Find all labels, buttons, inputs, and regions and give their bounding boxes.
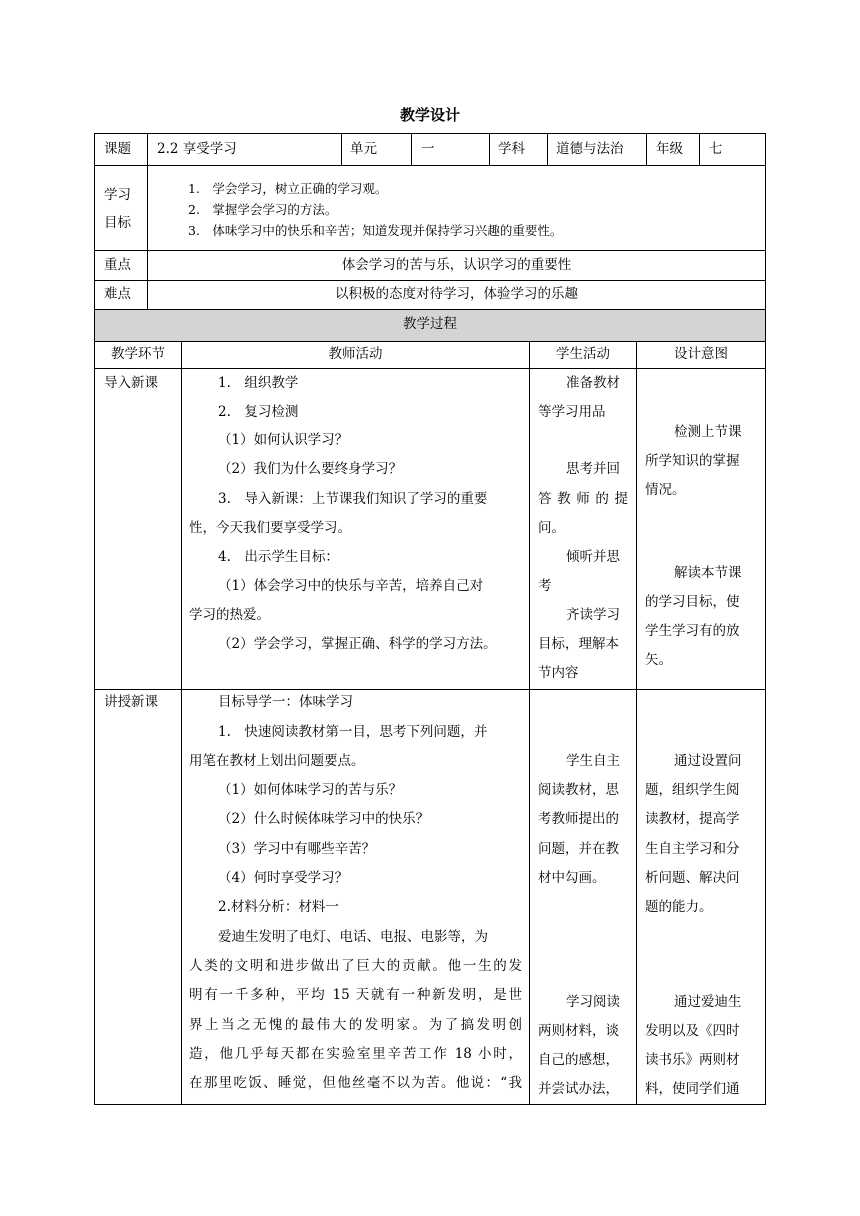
teacher-line: 明有一千多种，平均 15 天就有一种新发明，是世 (189, 987, 522, 1003)
teacher-line: （2）我们为什么要终身学习？ (218, 461, 403, 477)
intent-line: 题的能力。 (645, 899, 713, 915)
table-line (94, 133, 766, 134)
teacher-line: 1. 组织教学 (218, 375, 299, 391)
key-point-value: 体会学习的苦与乐，认识学习的重要性 (341, 257, 572, 273)
student-line: 考教师提出的 (538, 811, 619, 827)
teacher-line: 性，今天我们要享受学习。 (189, 520, 351, 536)
objectives-label-line2: 目标 (104, 215, 131, 231)
intent-line: 析问题、解决问 (645, 870, 740, 886)
teacher-line: 爱迪生发明了电灯、电话、电报、电影等，为 (218, 929, 488, 945)
teacher-line: 造，他几乎每天都在实验室里辛苦工作 18 小时， (189, 1046, 522, 1062)
table-line (94, 309, 766, 310)
intent-line: 所学知识的掌握 (645, 453, 740, 469)
intent-line: 检测上节课 (674, 424, 742, 440)
intent-line: 发明以及《四时 (645, 1023, 740, 1039)
table-line (181, 341, 182, 1105)
teacher-line: 用笔在教材上划出问题要点。 (189, 753, 365, 769)
table-line (94, 341, 766, 342)
unit-value: 一 (421, 141, 435, 157)
teacher-line: 学习的热爱。 (189, 607, 270, 623)
table-line (94, 280, 766, 281)
intent-line: 通过设置问 (674, 753, 742, 769)
intent-line: 学生学习有的放 (645, 623, 740, 639)
teacher-line: （2）学会学习，掌握正确、科学的学习方法。 (218, 636, 497, 652)
table-line (699, 133, 700, 166)
subject-label: 学科 (498, 141, 525, 157)
column-header-stage: 教学环节 (111, 346, 165, 362)
teacher-line: （4）何时享受学习？ (218, 870, 349, 886)
table-line (94, 133, 95, 1105)
student-line: 目标，理解本 (538, 636, 619, 652)
process-title: 教学过程 (403, 316, 457, 332)
column-header-intent: 设计意图 (674, 346, 728, 362)
teacher-line: 目标导学一：体味学习 (218, 694, 353, 710)
objectives-label-line1: 学习 (104, 187, 131, 203)
table-line (636, 341, 637, 1105)
intent-line: 题，组织学生阅 (645, 782, 740, 798)
table-line (646, 133, 647, 166)
teacher-line: 2. 复习检测 (218, 404, 299, 420)
teacher-line: 2.材料分析：材料一 (218, 899, 339, 915)
table-line (411, 133, 412, 166)
teacher-line: （1）体会学习中的快乐与辛苦，培养自己对 (218, 578, 484, 594)
table-line (765, 133, 766, 1105)
difficulty-value: 以积极的态度对待学习，体验学习的乐趣 (335, 286, 578, 302)
student-line: 问题，并在教 (538, 841, 619, 857)
key-point-label: 重点 (104, 257, 131, 273)
intent-line: 的学习目标，使 (645, 594, 740, 610)
teacher-line: （1）如何认识学习？ (218, 432, 349, 448)
teacher-line: 在那里吃饭、睡觉，但他丝毫不以为苦。他说：“我 (189, 1075, 522, 1091)
intent-line: 读教材，提高学 (645, 811, 740, 827)
objective-item: 2. 掌握学会学习的方法。 (188, 202, 338, 217)
student-line: 节内容 (538, 665, 579, 681)
teacher-line: 界上当之无愧的最伟大的发明家。为了搞发明创 (189, 1017, 522, 1033)
teacher-line: （2）什么时候体味学习中的快乐？ (218, 811, 430, 827)
intent-line: 生自主学习和分 (645, 841, 740, 857)
student-line: 自己的感想， (538, 1052, 619, 1068)
intent-line: 读书乐》两则材 (645, 1052, 740, 1068)
teacher-line: （1）如何体味学习的苦与乐？ (218, 782, 403, 798)
student-line: 学生自主 (566, 753, 620, 769)
student-line: 并尝试办法， (538, 1081, 619, 1097)
table-line (529, 341, 530, 1105)
column-header-student: 学生活动 (556, 346, 610, 362)
unit-label: 单元 (350, 141, 377, 157)
student-line: 倾听并思 (566, 549, 620, 565)
teacher-line: （3）学习中有哪些辛苦？ (218, 841, 376, 857)
intent-line: 情况。 (645, 482, 686, 498)
objective-item: 3. 体味学习中的快乐和辛苦；知道发现并保持学习兴趣的重要性。 (188, 223, 563, 238)
intent-line: 矢。 (645, 652, 672, 668)
student-line: 答教师的提 (538, 491, 628, 507)
difficulty-label: 难点 (104, 286, 131, 302)
student-line: 学习阅读 (566, 994, 620, 1010)
topic-label: 课题 (104, 141, 131, 157)
student-line: 思考并回 (566, 461, 620, 477)
topic-value: 2.2 享受学习 (157, 141, 237, 157)
stage-label: 导入新课 (104, 375, 158, 391)
column-header-teacher: 教师活动 (328, 346, 383, 362)
grade-value: 七 (709, 141, 723, 157)
intent-line: 通过爱迪生 (674, 994, 742, 1010)
intent-line: 解读本节课 (674, 565, 742, 581)
student-line: 材中勾画。 (538, 870, 606, 886)
student-line: 等学习用品 (538, 404, 606, 420)
subject-value: 道德与法治 (556, 141, 624, 157)
table-line (94, 250, 766, 251)
teacher-line: 1. 快速阅读教材第一目，思考下列问题，并 (218, 724, 488, 740)
table-line (547, 133, 548, 166)
student-line: 考 (538, 578, 552, 594)
teacher-line: 4. 出示学生目标： (218, 549, 339, 565)
student-line: 两则材料，谈 (538, 1023, 619, 1039)
teacher-line: 人类的文明和进步做出了巨大的贡献。他一生的发 (189, 958, 522, 974)
student-line: 准备教材 (566, 375, 620, 391)
table-line (94, 368, 766, 369)
stage-label: 讲授新课 (104, 694, 158, 710)
student-line: 问。 (538, 520, 565, 536)
table-line (94, 689, 766, 690)
student-line: 阅读教材，思 (538, 782, 619, 798)
objective-item: 1. 学会学习，树立正确的学习观。 (188, 181, 388, 196)
table-line (489, 133, 490, 166)
table-line (94, 1104, 766, 1105)
student-line: 齐读学习 (566, 607, 620, 623)
document-title: 教学设计 (399, 106, 460, 124)
intent-line: 料，使同学们通 (645, 1081, 740, 1097)
table-line (341, 133, 342, 166)
table-line (147, 133, 148, 166)
table-line (94, 165, 766, 166)
grade-label: 年级 (656, 141, 683, 157)
teacher-line: 3. 导入新课：上节课我们知识了学习的重要 (218, 491, 488, 507)
